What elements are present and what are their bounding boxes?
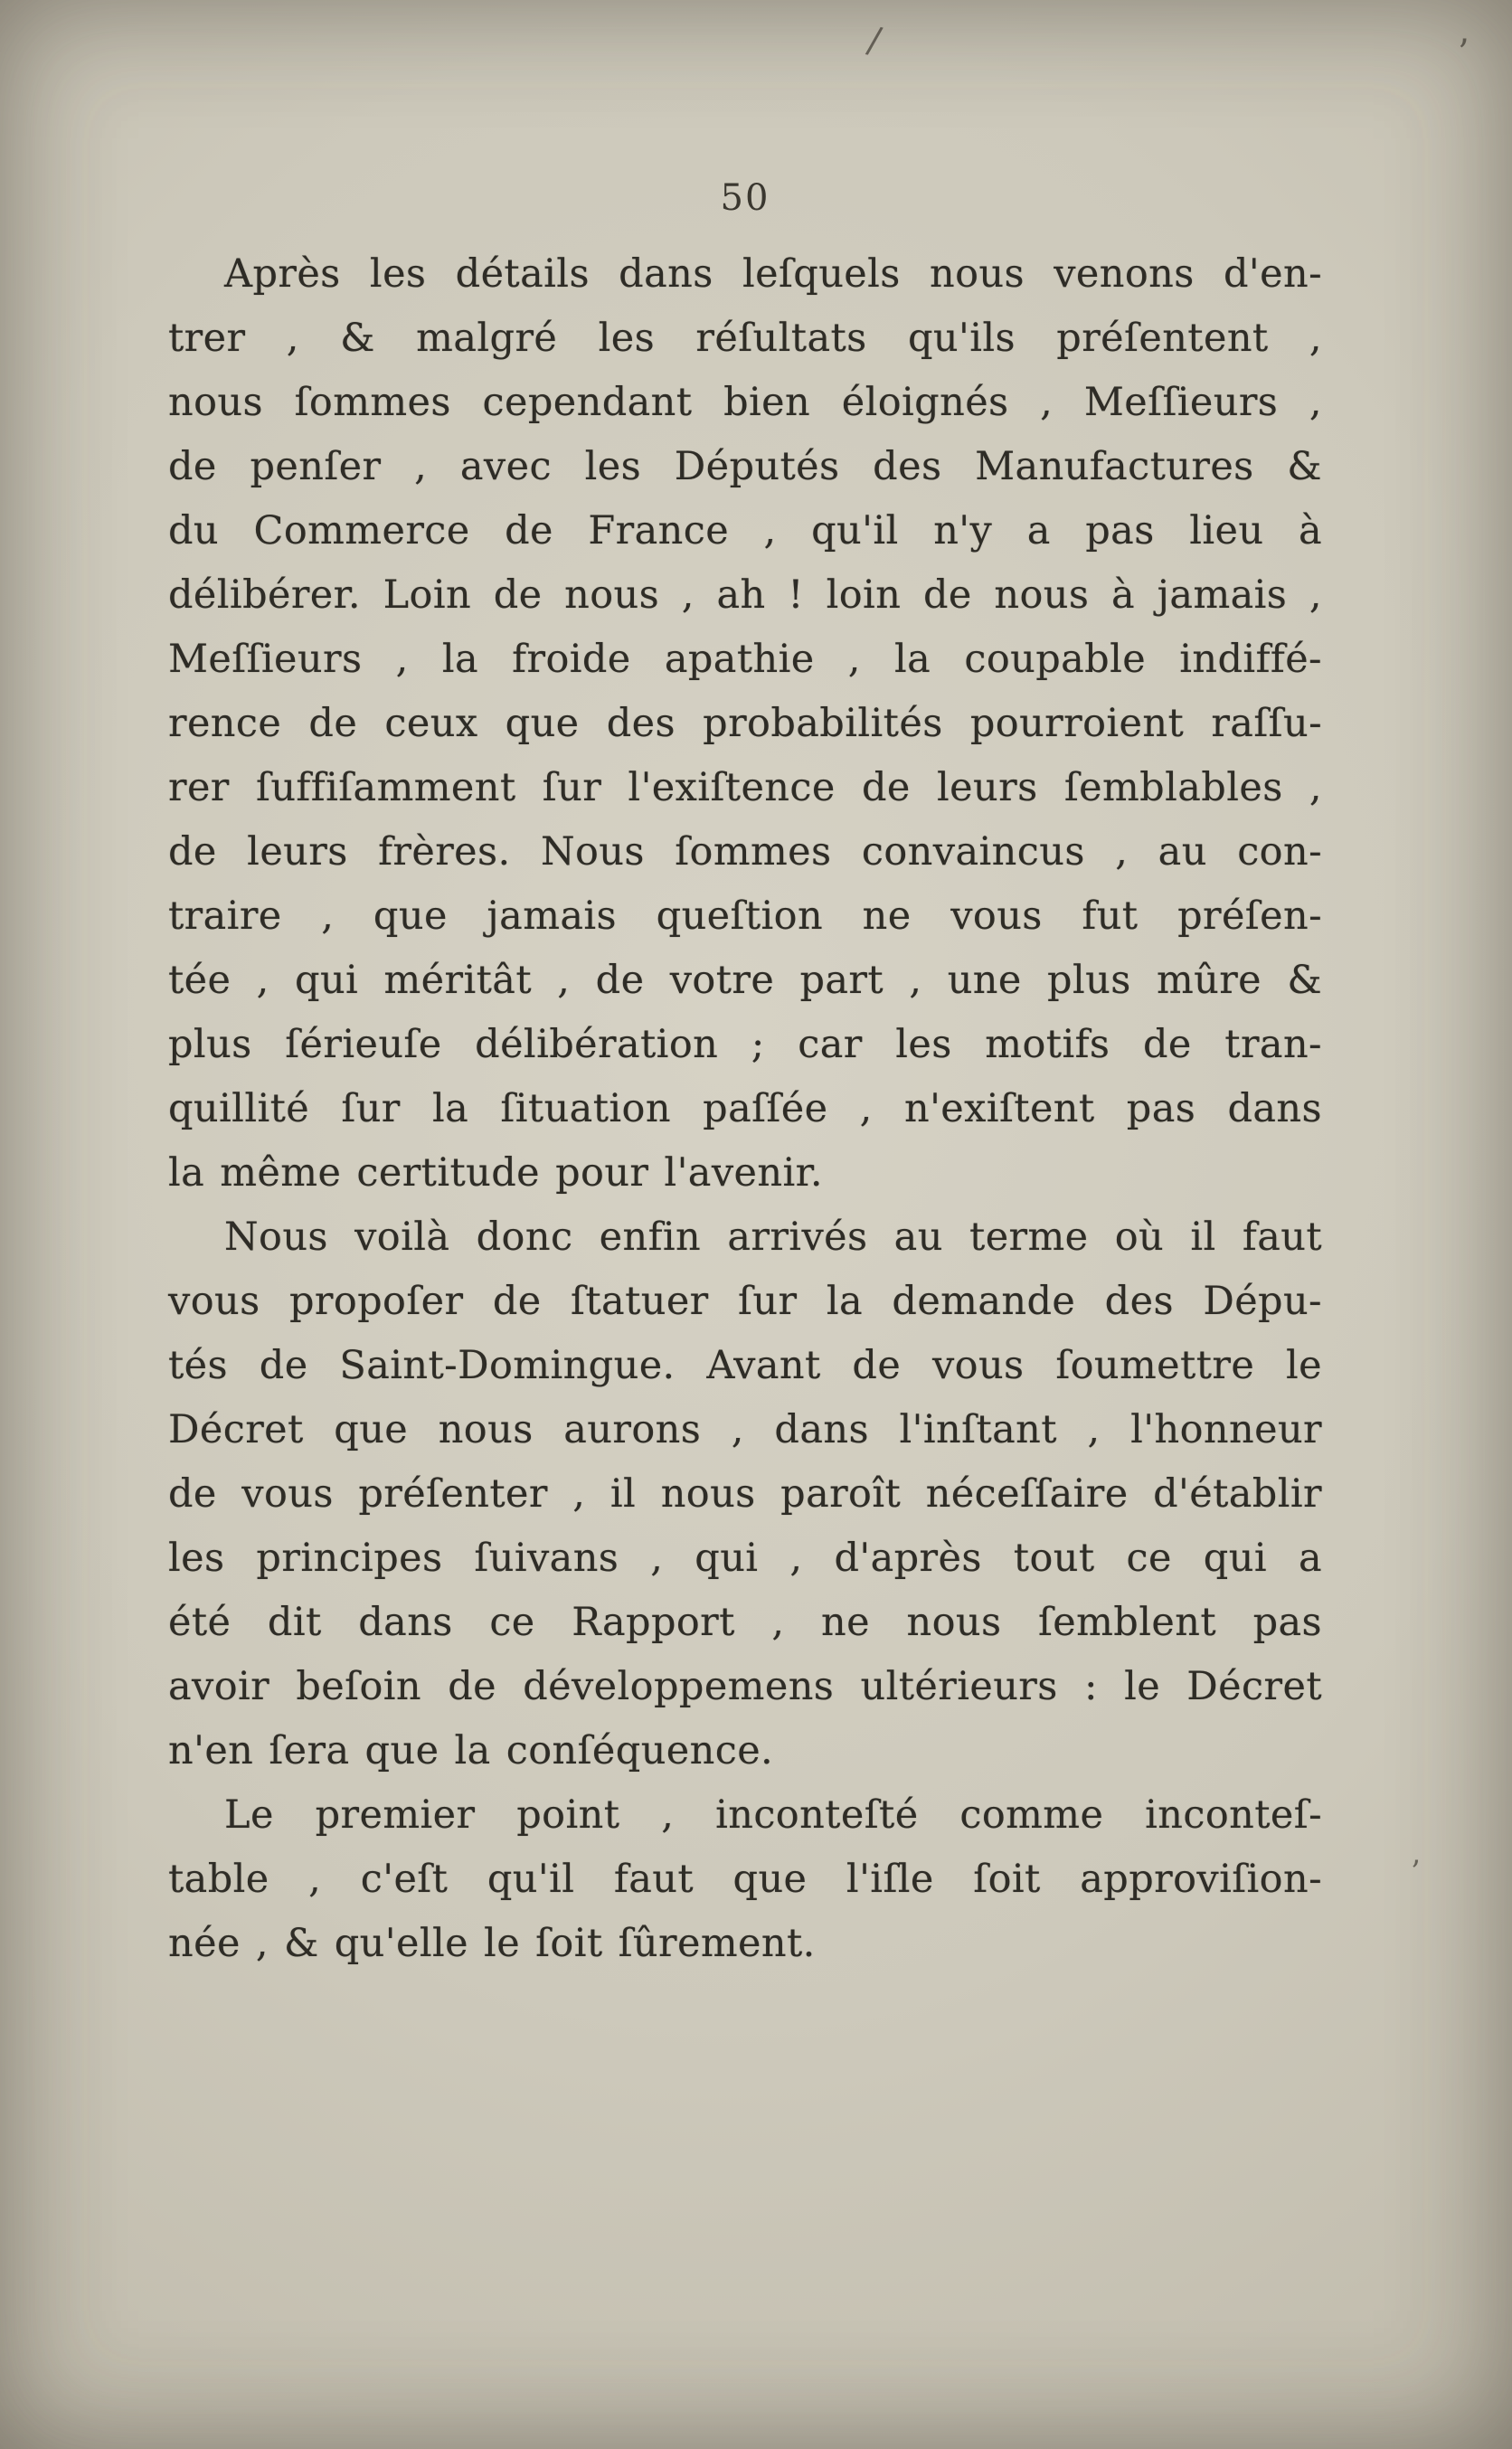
text-line: rer ſuffiſamment ſur l'exiſtence de leurs ſemblables , <box>168 765 1322 810</box>
text-line: nous ſommes cependant bien éloignés , Meſſieurs , <box>168 380 1322 425</box>
paragraph <box>168 1206 1322 1783</box>
text-line: rence de ceux que des probabilités pourroient raſſu- <box>168 701 1322 746</box>
text-line: traire , que jamais queſtion ne vous fut préſen- <box>168 894 1322 939</box>
scan-artifact: ’ <box>1411 1854 1421 1890</box>
text-line: de leurs frères. Nous ſommes convaincus , au con- <box>168 829 1322 875</box>
text-line: quillité ſur la ſituation paſſée , n'exiſtent pas dans <box>168 1086 1322 1131</box>
text-line: Après les détails dans leſquels nous venons d'en- <box>224 251 1322 297</box>
text-line: Nous voilà donc enfin arrivés au terme où il faut <box>224 1215 1322 1260</box>
text-line: de penſer , avec les Députés des Manufactures & <box>168 444 1322 489</box>
text-line: tés de Saint-Domingue. Avant de vous ſoumettre le <box>168 1343 1322 1388</box>
text-line: trer , & malgré les réſultats qu'ils préſentent , <box>168 316 1322 361</box>
scan-artifact: / <box>864 19 885 62</box>
text-line: n'en ſera que la conſéquence. <box>168 1728 774 1773</box>
text-line: avoir beſoin de développemens ultérieurs : le Décret <box>168 1664 1322 1709</box>
text-line: du Commerce de France , qu'il n'y a pas lieu à <box>168 508 1322 553</box>
text-block <box>168 242 1322 1976</box>
text-line: tée , qui méritât , de votre part , une plus mûre & <box>168 958 1322 1003</box>
text-line: Le premier point , inconteſté comme inconteſ- <box>224 1792 1322 1838</box>
scan-artifact: ’ <box>1458 33 1469 74</box>
text-line: vous propoſer de ſtatuer ſur la demande des Dépu- <box>168 1279 1322 1324</box>
text-line: née , & qu'elle le ſoit ſûrement. <box>168 1921 816 1966</box>
text-line: table , c'eſt qu'il faut que l'iſle ſoit approviſion- <box>168 1857 1322 1902</box>
paragraph <box>168 242 1322 1206</box>
text-line: délibérer. Loin de nous , ah ! loin de nous à jamais , <box>168 572 1322 618</box>
text-line: été dit dans ce Rapport , ne nous ſemblent pas <box>168 1600 1322 1645</box>
text-line: la même certitude pour l'avenir. <box>168 1150 823 1196</box>
text-line: Meſſieurs , la froide apathie , la coupable indiffé- <box>168 637 1322 682</box>
text-line: les principes ſuivans , qui , d'après tout ce qui a <box>168 1536 1322 1581</box>
text-line: de vous préſenter , il nous paroît néceſſaire d'établir <box>168 1471 1322 1517</box>
paragraph <box>168 1783 1322 1976</box>
text-line: plus ſérieuſe délibération ; car les motifs de tran- <box>168 1022 1322 1067</box>
page-number: 50 <box>720 177 770 219</box>
text-line: Décret que nous aurons , dans l'inſtant , l'honneur <box>168 1407 1322 1452</box>
